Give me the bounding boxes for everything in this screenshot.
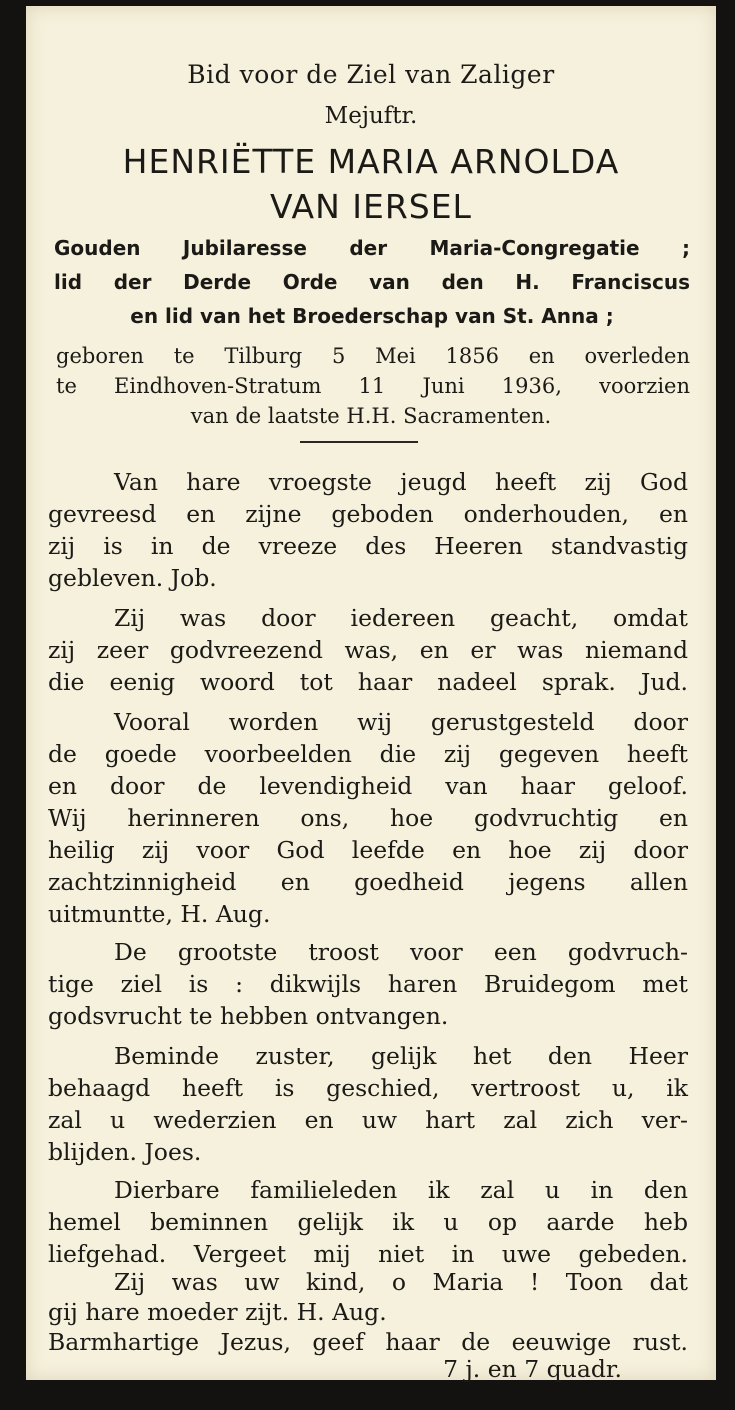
title-line: lid der Derde Orde van den H. Franciscus: [54, 270, 690, 294]
body-line: uitmuntte, H. Aug.: [48, 900, 271, 928]
body-line: Zij was uw kind, o Maria ! Toon dat: [114, 1268, 688, 1296]
body-line: zij zeer godvreezend was, en er was niemand: [48, 636, 688, 664]
body-line: De grootste troost voor een godvruch-: [114, 938, 688, 966]
title-line: Gouden Jubilaresse der Maria-Congregatie ;: [54, 236, 690, 260]
body-line: de goede voorbeelden die zij gegeven heeft: [48, 740, 688, 768]
divider-rule: [300, 441, 418, 443]
body-line: gij hare moeder zijt. H. Aug.: [48, 1298, 387, 1326]
body-line: die eenig woord tot haar nadeel sprak. Jud.: [48, 668, 688, 696]
age-line: 7 j. en 7 quadr.: [443, 1355, 622, 1383]
body-line: gebleven. Job.: [48, 564, 217, 592]
deceased-name-line1: HENRIËTTE MARIA ARNOLDA: [122, 142, 620, 181]
body-line: Barmhartige Jezus, geef haar de eeuwige rust.: [48, 1328, 688, 1356]
body-line: Vooral worden wij gerustgesteld door: [114, 708, 688, 736]
name-prefix: Mejuftr.: [324, 103, 418, 129]
birth-death-line: geboren te Tilburg 5 Mei 1856 en overleden: [56, 344, 690, 368]
birth-death-line: te Eindhoven-Stratum 11 Juni 1936, voorzien: [56, 374, 690, 398]
body-line: Beminde zuster, gelijk het den Heer: [114, 1042, 688, 1070]
intro-line: Bid voor de Ziel van Zaliger: [187, 60, 555, 89]
memorial-card: [26, 6, 716, 1383]
body-line: Wij herinneren ons, hoe godvruchtig en: [48, 804, 688, 832]
body-line: zal u wederzien en uw hart zal zich ver-: [48, 1106, 688, 1134]
body-line: behaagd heeft is geschied, vertroost u, ik: [48, 1074, 688, 1102]
deceased-name-line2: VAN IERSEL: [270, 187, 472, 226]
body-line: gevreesd en zijne geboden onderhouden, en: [48, 500, 688, 528]
body-line: en door de levendigheid van haar geloof.: [48, 772, 688, 800]
body-line: heilig zij voor God leefde en hoe zij door: [48, 836, 688, 864]
body-line: godsvrucht te hebben ontvangen.: [48, 1002, 449, 1030]
title-line: en lid van het Broederschap van St. Anna ;: [130, 304, 614, 328]
body-line: hemel beminnen gelijk ik u op aarde heb: [48, 1208, 688, 1236]
body-line: Dierbare familieleden ik zal u in den: [114, 1176, 688, 1204]
body-line: zij is in de vreeze des Heeren standvastig: [48, 532, 688, 560]
body-line: blijden. Joes.: [48, 1138, 202, 1166]
body-line: liefgehad. Vergeet mij niet in uwe gebeden.: [48, 1240, 688, 1268]
body-line: Zij was door iedereen geacht, omdat: [114, 604, 688, 632]
body-line: Van hare vroegste jeugd heeft zij God: [114, 468, 688, 496]
body-line: zachtzinnigheid en goedheid jegens allen: [48, 868, 688, 896]
body-line: tige ziel is : dikwijls haren Bruidegom met: [48, 970, 688, 998]
birth-death-line: van de laatste H.H. Sacramenten.: [190, 404, 552, 428]
